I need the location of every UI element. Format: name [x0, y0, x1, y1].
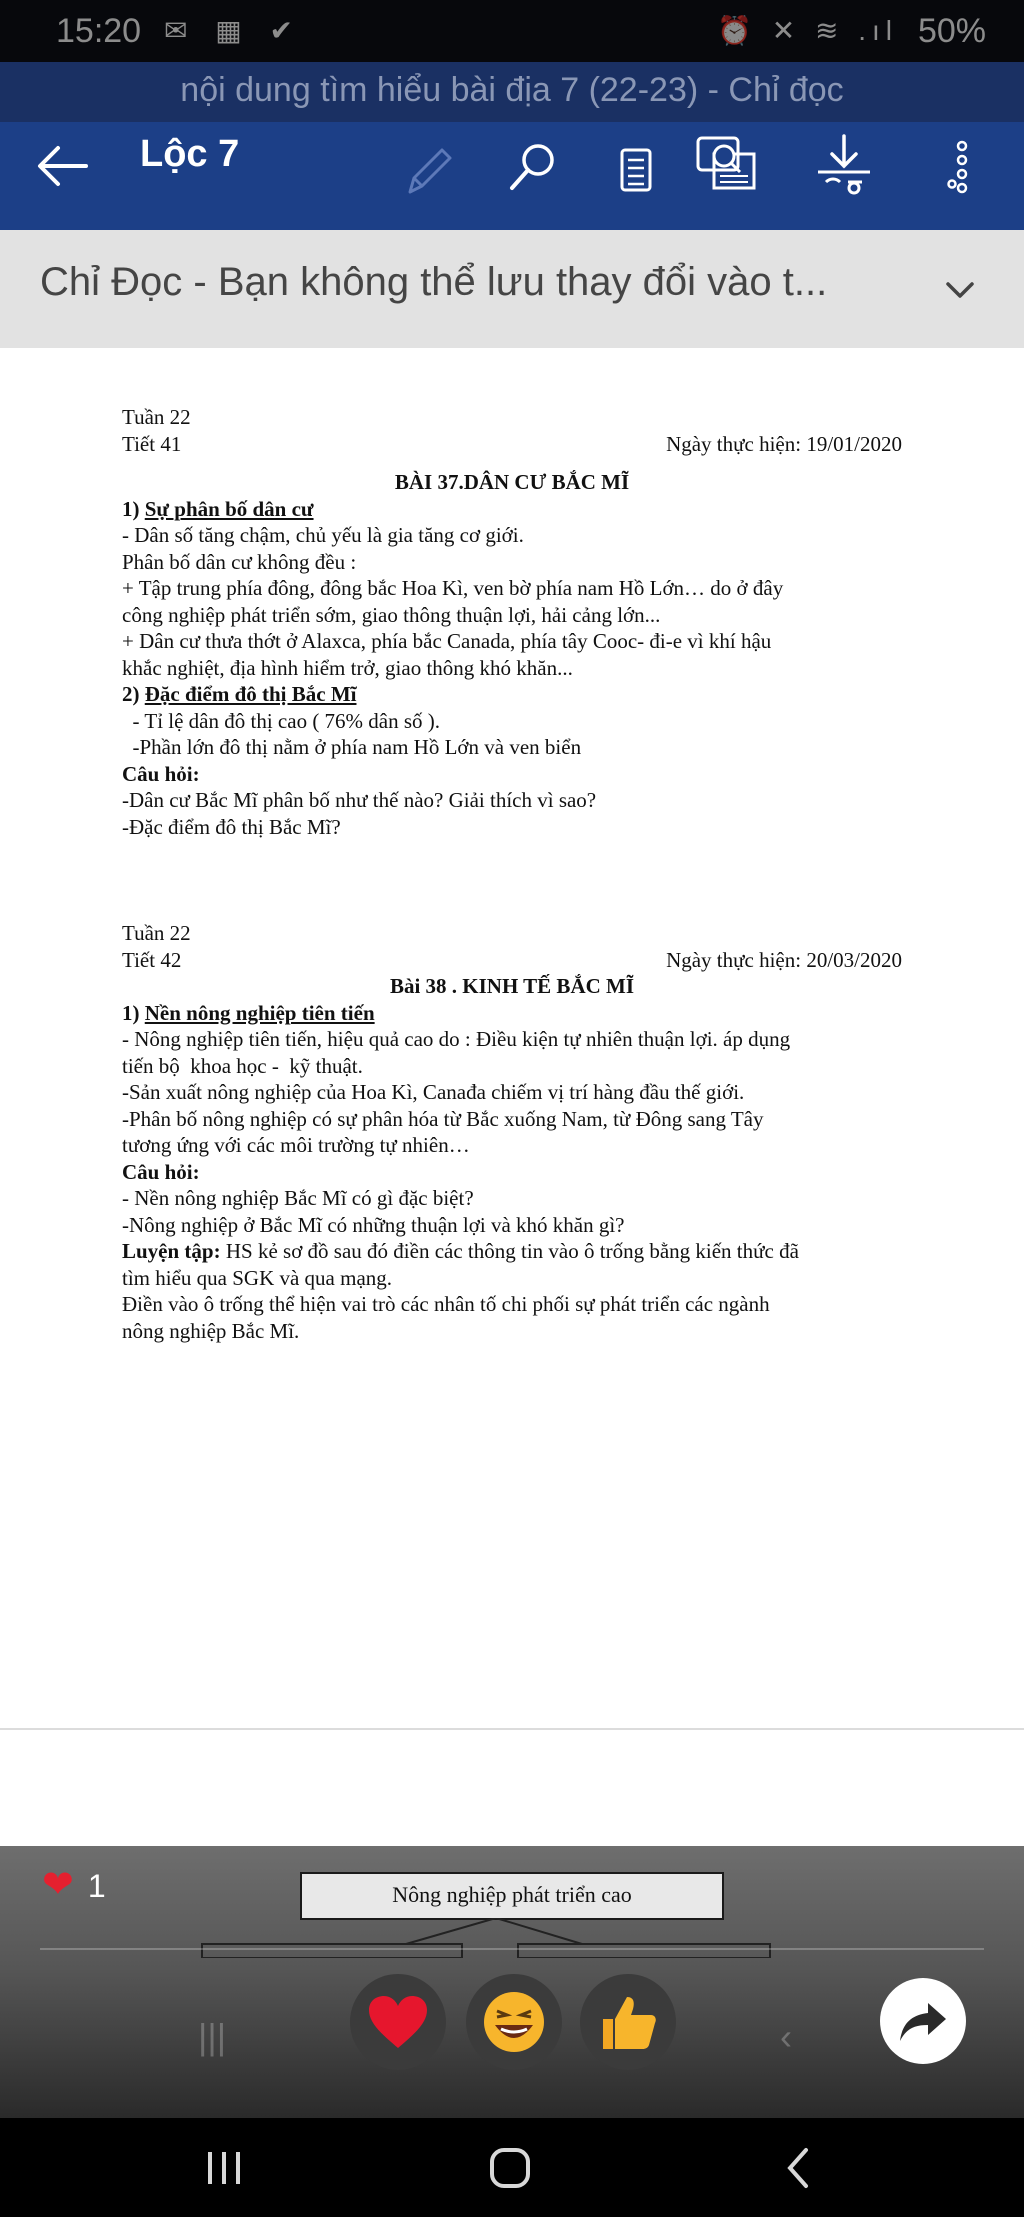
share-arrow-icon: [898, 1999, 948, 2043]
more-vert-icon[interactable]: [930, 132, 994, 212]
lesson-title: BÀI 37.DÂN CƯ BẮC MĨ: [394, 470, 630, 494]
pencil-icon[interactable]: [396, 132, 460, 212]
heading-1: 1) Sự phân bố dân cư: [122, 496, 314, 521]
question: -Nông nghiệp ở Bắc Mĩ có những thuận lợi và khó khăn gì?: [122, 1212, 625, 1237]
text-line: + Tập trung phía đông, đông bắc Hoa Kì, ven bờ phía nam Hồ Lớn… do ở đây: [122, 576, 784, 600]
lesson-37: [122, 404, 902, 840]
text-line: Điền vào ô trống thể hiện vai trò các nhân tố chi phối sự phát triển các ngành: [122, 1292, 770, 1316]
system-nav-bar: [0, 2118, 1024, 2217]
text-line: -Phân bố nông nghiệp có sự phân hóa từ Bắc xuống Nam, từ Đông sang Tây: [122, 1106, 764, 1131]
text-line: - Tỉ lệ dân đô thị cao ( 76% dân số ).: [122, 708, 441, 733]
recent-apps-button[interactable]: [184, 2138, 264, 2198]
text-line: công nghiệp phát triển sớm, giao thông thuận lợi, hải cảng lớn...: [122, 602, 661, 627]
lesson-title: Bài 38 . KINH TẾ BẮC MĨ: [389, 974, 635, 998]
like-count[interactable]: ❤ 1: [42, 1864, 106, 1906]
thumbs-up-reaction-button[interactable]: [580, 1974, 676, 2070]
home-button[interactable]: [470, 2138, 550, 2198]
text-line: tìm hiểu qua SGK và qua mạng.: [122, 1265, 393, 1290]
back-chevron-icon: [778, 2144, 818, 2192]
text-line: khắc nghiệt, địa hình hiểm trở, giao thông khó khăn...: [122, 655, 573, 680]
period-label: Tiết 41: [122, 431, 182, 456]
system-icons: ⏰ ✕ ≋ .ıl: [717, 15, 898, 46]
heading-2: 2) Đặc điểm đô thị Bắc Mĩ: [122, 682, 357, 706]
lesson-38: [122, 920, 902, 1344]
question: -Đặc điểm đô thị Bắc Mĩ?: [122, 814, 341, 839]
search-icon[interactable]: [500, 132, 564, 212]
week-label: Tuần 22: [122, 405, 191, 429]
battery-level: 50%: [917, 12, 986, 50]
date-label: Ngày thực hiện: 19/01/2020: [666, 431, 902, 456]
text-line: nông nghiệp Bắc Mĩ.: [122, 1318, 300, 1343]
app-toolbar: [0, 122, 1024, 230]
find-in-page-icon[interactable]: [694, 132, 758, 212]
chevron-down-icon[interactable]: [940, 270, 980, 310]
question-label: Câu hỏi:: [122, 1159, 200, 1184]
document-page[interactable]: [0, 348, 1024, 1728]
share-button[interactable]: [880, 1978, 966, 2064]
text-line: - Dân số tăng chậm, chủ yếu là gia tăng cơ giới.: [122, 523, 524, 547]
back-arrow-icon[interactable]: [30, 132, 94, 212]
home-icon: [486, 2144, 534, 2192]
question: -Dân cư Bắc Mĩ phân bố như thế nào? Giải thích vì sao?: [122, 788, 597, 812]
recent-apps-icon: [202, 2148, 246, 2188]
period-row: [122, 431, 902, 458]
text-line: Phân bố dân cư không đều :: [122, 549, 357, 574]
read-only-banner[interactable]: [0, 230, 1024, 349]
ghost-recent-icon: |||: [198, 2016, 227, 2057]
period-row: [122, 947, 902, 974]
download-icon[interactable]: [812, 132, 876, 212]
heart-reaction-button[interactable]: [350, 1974, 446, 2070]
ghost-back-icon: ‹: [780, 2016, 792, 2057]
document-view-icon[interactable]: [606, 132, 670, 212]
date-label: Ngày thực hiện: 20/03/2020: [666, 947, 902, 972]
divider: [40, 1948, 984, 1950]
laugh-reaction-button[interactable]: [466, 1974, 562, 2070]
practice-line: Luyện tập: HS kẻ sơ đồ sau đó điền các thông tin vào ô trống bằng kiến thức đã: [122, 1239, 799, 1263]
diagram-box: Nông nghiệp phát triển cao: [300, 1872, 724, 1920]
read-only-message: Chỉ Đọc - Bạn không thể lưu thay đổi vào t...: [40, 260, 828, 304]
status-time: 15:20: [56, 12, 142, 50]
document-name: Lộc 7: [140, 133, 240, 175]
question: - Nền nông nghiệp Bắc Mĩ có gì đặc biệt?: [122, 1186, 474, 1210]
period-label: Tiết 42: [122, 947, 182, 972]
text-line: tiến bộ khoa học - kỹ thuật.: [122, 1053, 363, 1078]
notification-icons: ✉ ▦ ✔: [164, 15, 303, 46]
document-title: nội dung tìm hiểu bài địa 7 (22-23) - Chỉ đọc: [0, 62, 1024, 122]
heart-icon: ❤: [42, 1864, 74, 1906]
status-bar: [0, 0, 1024, 62]
week-label: Tuần 22: [122, 921, 191, 945]
next-page: [0, 1728, 1024, 1848]
text-line: -Sản xuất nông nghiệp của Hoa Kì, Canađa chiếm vị trí hàng đầu thế giới.: [122, 1080, 745, 1104]
text-line: -Phần lớn đô thị nằm ở phía nam Hồ Lớn và ven biển: [122, 735, 582, 759]
laughing-face-icon: [481, 1989, 547, 2055]
text-line: - Nông nghiệp tiên tiến, hiệu quả cao do : Điều kiện tự nhiên thuận lợi. áp dụng: [122, 1027, 791, 1051]
diagram-lines: [200, 1918, 780, 1958]
back-button[interactable]: [758, 2138, 838, 2198]
reaction-overlay: [0, 1846, 1024, 2118]
question-label: Câu hỏi:: [122, 761, 200, 786]
text-line: + Dân cư thưa thớt ở Alaxca, phía bắc Canada, phía tây Cooc- đi-e vì khí hậu: [122, 629, 772, 653]
heading-1: 1) Nền nông nghiệp tiên tiến: [122, 1000, 375, 1025]
thumbs-up-icon: [597, 1991, 659, 2053]
heart-icon: [367, 1994, 429, 2050]
text-line: tương ứng với các môi trường tự nhiên…: [122, 1133, 470, 1157]
